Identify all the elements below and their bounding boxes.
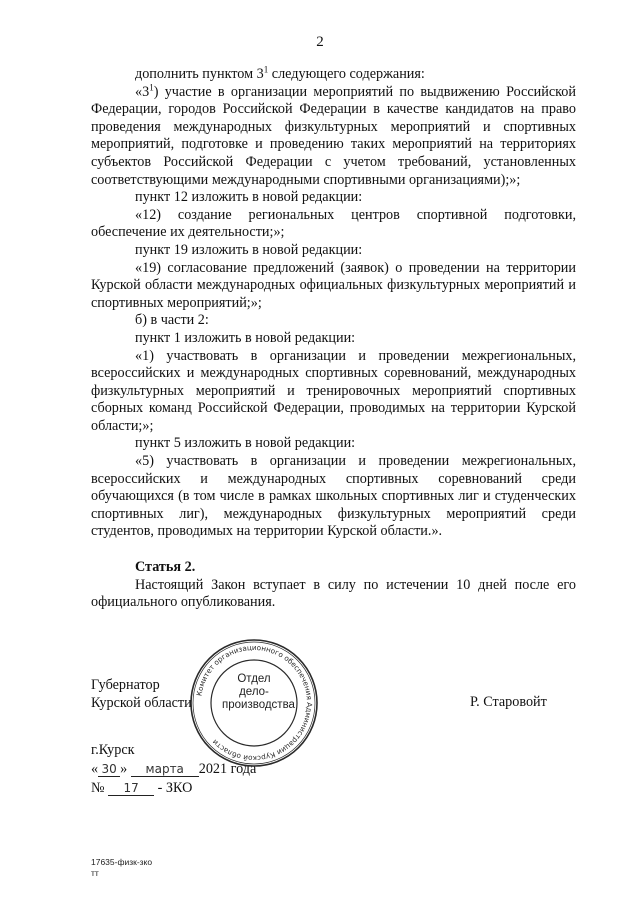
place: г.Курск	[91, 742, 135, 758]
paragraph	[91, 330, 576, 348]
paragraph-text: «5) участвовать в организации и проведении межрегиональных, всероссийских и международных спортивных соревнований среди обучающихся (в том числе в рамках школьных спортивных лиг и студенческих спортивных лиг), международных физкультурных мероприятий среди студентов, проводимых на территории Курской области.».	[91, 453, 576, 540]
paragraph	[91, 66, 576, 84]
paragraph-text-continued: ) участие в организации мероприятий по выдвижению Российской Федерации, городов Российской Федерации в качестве кандидатов на право проведения международных физкультурных мероприятий и спортивных мероприятий, подготовке и проведению таких мероприятий на территориях субъектов Российской Федерации с учетом требований, установленных соответствующими международными спортивными организациями);»;	[91, 83, 576, 188]
paragraph	[91, 81, 576, 190]
paragraph-text: «12) создание региональных центров спортивной подготовки, обеспечение их деятельности;»;	[91, 206, 576, 241]
number-prefix: №	[91, 780, 105, 796]
superscript: 1	[263, 64, 269, 75]
number-line	[91, 780, 192, 797]
paragraph-text: пункт 1 изложить в новой редакции:	[135, 329, 356, 346]
footer-code: 17635-физк-зко	[91, 857, 153, 867]
date-month: марта	[131, 762, 199, 777]
paragraph	[91, 189, 576, 207]
paragraph-text: б) в части 2:	[135, 312, 209, 329]
paragraph-text: пункт 19 изложить в новой редакции:	[135, 241, 363, 258]
stamp-inner-line1: Отдел	[237, 673, 271, 685]
date-open-quote: «	[91, 761, 99, 777]
paragraph-text: «1) участвовать в организации и проведении межрегиональных, всероссийских и международных спортивных соревнований, международных физкультурных мероприятий и тренировочных мероприятий спортивных сборных команд Российской Федерации, проводимых на территории Курской области;»;	[91, 347, 576, 434]
date-year: 2021 года	[198, 761, 257, 777]
stamp-inner-line3: производства	[222, 699, 295, 711]
paragraph-text-continued: следующего содержания:	[268, 66, 425, 82]
paragraph	[91, 207, 576, 242]
stamp-inner-line2: дело-	[239, 686, 269, 698]
paragraph-text: пункт 12 изложить в новой редакции:	[135, 189, 363, 206]
footer-initials: тт	[91, 868, 99, 878]
signature-title-line1: Губернатор	[91, 677, 160, 693]
stamp-inner-text	[222, 673, 295, 712]
paragraph	[91, 312, 576, 330]
paragraph	[91, 348, 576, 436]
signature-title-line2: Курской области	[91, 695, 192, 711]
paragraph-text: «19) согласование предложений (заявок) о проведении на территории Курской области международных официальных физкультурных мероприятий и спортивных мероприятий;»;	[91, 259, 576, 311]
paragraph	[91, 453, 576, 541]
signature-name: Р. Старовойт	[470, 694, 547, 710]
number-suffix: - ЗКО	[157, 780, 193, 796]
paragraph-text: «3	[135, 83, 150, 100]
signature-title	[91, 676, 192, 712]
article-title: Статья 2.	[135, 559, 196, 576]
date-day: 30	[98, 762, 120, 777]
paragraph	[91, 435, 576, 453]
paragraph	[91, 260, 576, 313]
superscript: 1	[149, 81, 154, 92]
footer	[91, 857, 152, 879]
paragraph	[91, 242, 576, 260]
stamp-ring-text: Комитет организационного обеспечения Администрации Курской области	[194, 642, 315, 764]
paragraph-text: дополнить пунктом 3	[135, 66, 264, 82]
number-value: 17	[108, 781, 154, 796]
body-text	[91, 66, 576, 612]
article-text: Настоящий Закон вступает в силу по истечении 10 дней после его официального опубликования.	[91, 576, 576, 611]
date-close-quote: »	[120, 761, 128, 777]
page-number: 2	[316, 34, 324, 50]
paragraph-text: пункт 5 изложить в новой редакции:	[135, 435, 356, 452]
